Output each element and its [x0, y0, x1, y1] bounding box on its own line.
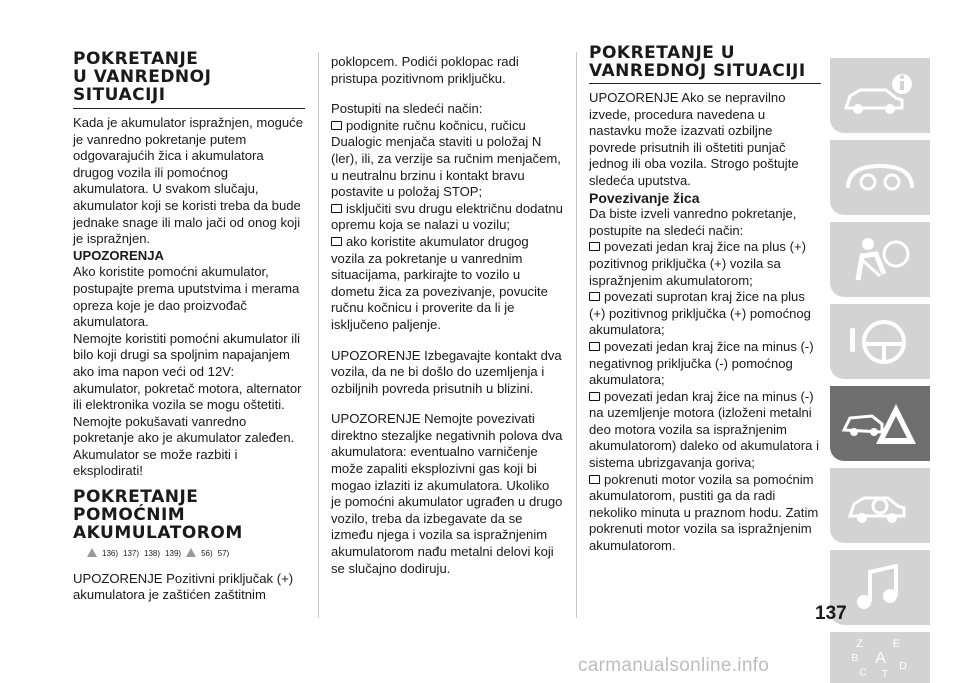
section-title: [589, 44, 821, 84]
bullet-icon: [331, 204, 342, 213]
tab-car-info[interactable]: [830, 58, 930, 133]
reference-list: [87, 546, 305, 563]
warning-paragraph: UPOZORENJE Pozitivni priključak (+) akumulatora je zaštićen zaštitnim: [73, 570, 294, 603]
tab-driving[interactable]: [830, 304, 930, 379]
tab-index[interactable]: [830, 632, 930, 683]
tab-dashboard[interactable]: [830, 140, 930, 215]
car-service-icon: [840, 476, 920, 536]
warning-paragraph: UPOZORENJE Nemojte povezivati direktno stezaljke negativnih polova dva akumulatora: eventualno varničenje može zapaliti eksplozivni gas koji bi mogao izlaziti iz akumulatora. Ukoliko je pomoćni akumulator ugrađen u drugo vozilo, treba da izbegavate da se između njega i vozila sa ispražnjenim akumulatorom nađu metalni delovi koji se slučajno dodiruju.: [331, 411, 563, 576]
column-1: [73, 50, 305, 604]
music-icon: [840, 558, 920, 618]
warning-paragraph: Nemojte pokušavati vanredno pokretanje ako je akumulator zaleđen. Akumulator se može razbiti i eksplodirati!: [73, 413, 295, 479]
subsection-title: POKRETANJE: [73, 487, 199, 508]
breakdown-warning-icon: [840, 394, 920, 454]
svg-text:C: C: [859, 667, 867, 679]
bullet-item: povezati suprotan kraj žice na plus (+) pozitivnog priključka (+) pomoćnog akumulatora;: [589, 289, 811, 338]
title-line: POKRETANJE U: [589, 43, 736, 63]
column-divider: [576, 52, 577, 618]
warning-paragraph: UPOZORENJE Ako se nepravilno izvede, procedura navedena u nastavku može izazvati ozbiljne povrede prisutnih ili oštetiti punjač jednog ili oba vozila. Strogo poštujte sledeća uputstva.: [589, 90, 799, 188]
warning-paragraph: UPOZORENJE Izbegavajte kontakt dva vozila, da ne bi došlo do uzemljenja i ozbiljnih povreda prisutnih u blizini.: [331, 347, 562, 396]
watermark: carmanualsonline.info: [578, 655, 770, 676]
column-divider: [318, 52, 319, 618]
title-line: U VANREDNOJ: [73, 67, 212, 87]
section-title: [73, 50, 305, 109]
bullet-icon: [589, 292, 600, 301]
steering-wheel-icon: [840, 312, 920, 372]
svg-text:Z: Z: [856, 637, 863, 650]
paragraph: Postupiti na sledeći način:: [331, 101, 483, 117]
reference: 137): [123, 549, 140, 559]
page-number: 137: [815, 603, 847, 624]
subsection-heading: Povezivanje žica: [589, 189, 700, 206]
tab-emergency[interactable]: [830, 386, 930, 461]
bullet-item: pokrenuti motor vozila sa pomoćnim akumulatorom, pustiti ga da radi nekoliko minuta u praznom hodu. Zatim pokrenuti motor vozila sa ispražnjenim akumulatorom.: [589, 471, 819, 554]
bullet-item: podignite ručnu kočnicu, ručicu Dualogic menjača staviti u položaj N (ler), ili, za verzije sa ručnim menjačem, u neutralnu brzinu i kontakt bravu postavite u položaj STOP;: [331, 117, 561, 200]
tab-service[interactable]: [830, 468, 930, 543]
seatbelt-airbag-icon: [840, 230, 920, 290]
title-line: SITUACIJI: [73, 85, 166, 105]
bullet-icon: [589, 392, 600, 401]
column-2: [331, 54, 563, 577]
title-line: VANREDNOJ SITUACIJI: [589, 61, 806, 81]
bullet-icon: [331, 237, 342, 246]
car-info-icon: [840, 66, 920, 126]
paragraph: Da biste izveli vanredno pokretanje, postupite na sledeći način:: [589, 206, 797, 238]
warning-triangle-icon: [186, 548, 196, 557]
svg-text:T: T: [881, 668, 888, 680]
svg-text:D: D: [899, 660, 907, 672]
warning-paragraph: Ako koristite pomoćni akumulator, postupajte prema uputstvima i merama opreza koje je dao proizvođač akumulatora.: [73, 264, 300, 330]
reference: 139): [165, 549, 182, 559]
reference: 56): [201, 549, 213, 559]
warning-paragraph: Nemojte koristiti pomoćni akumulator ili bilo koji drugi sa spoljnim napajanjem ako ima napon veći od 12V: akumulator, pokretač motora, alternator ili elektronika vozila se mogu oštetiti.: [73, 330, 302, 413]
paragraph: poklopcem. Podići poklopac radi pristupa pozitivnom priključku.: [331, 54, 519, 86]
svg-text:A: A: [875, 649, 886, 667]
subsection-title: AKUMULATOROM: [73, 523, 243, 544]
reference: 57): [217, 549, 230, 559]
column-3: [589, 44, 821, 555]
warning-triangle-icon: [87, 548, 97, 557]
bullet-item: povezati jedan kraj žice na plus (+) pozitivnog priključka (+) vozila sa ispražnjenim akumulatorom;: [589, 239, 806, 288]
bullet-item: ako koristite akumulator drugog vozila za pokretanje u vanrednim situacijama, parkirajte to vozilo u dometu žica za povezivanje, povucite ručnu kočnicu i proverite da li je isključeno paljenje.: [331, 233, 548, 332]
bullet-icon: [589, 342, 600, 351]
svg-text:B: B: [851, 652, 859, 664]
intro-paragraph: Kada je akumulator ispražnjen, moguće je vanredno pokretanje putem odgovarajućih žica i akumulatora drugog vozila ili pomoćnog akumulatora. U svakom slučaju, akumulator koji se koristi treba da bude jednake snage ili malo jači od onog koji je ispražnjen.: [73, 115, 303, 247]
bullet-item: isključiti svu drugu električnu dodatnu opremu koja se nalazi u vozilu;: [331, 200, 563, 233]
reference: 136): [102, 549, 119, 559]
alphabet-index-icon: [840, 634, 920, 682]
dashboard-icon: [840, 148, 920, 208]
warnings-heading: UPOZORENJA: [73, 247, 164, 263]
bullet-item: povezati jedan kraj žice na minus (-) na uzemljenje motora (izloženi metalni deo motora vozila sa ispražnjenim akumulatorom) daleko od akumulatora i sistema ubrizgavanja goriva;: [589, 388, 819, 471]
svg-text:E: E: [892, 637, 901, 650]
title-line: POKRETANJE: [73, 49, 199, 69]
bullet-icon: [331, 121, 342, 130]
bullet-icon: [589, 475, 600, 484]
subsection-title: POMOĆNIM: [73, 505, 186, 526]
reference: 138): [144, 549, 161, 559]
tab-safety[interactable]: [830, 222, 930, 297]
bullet-item: povezati jedan kraj žice na minus (-) negativnog priključka (-) pomoćnog akumulatora;: [589, 338, 814, 388]
bullet-icon: [589, 242, 600, 251]
